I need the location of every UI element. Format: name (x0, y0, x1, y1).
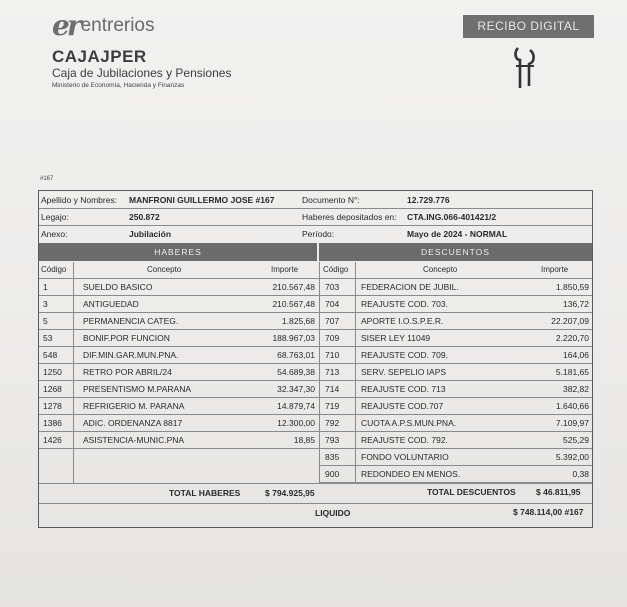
haberes-row-concepto: DIF.MIN.GAR.MUN.PNA. (83, 350, 179, 360)
periodo-label: Período: (302, 229, 335, 239)
haberes-row-importe: 210.567,48 (272, 282, 315, 292)
descuentos-row-concepto: REAJUSTE COD.707 (361, 401, 444, 411)
liquido-value: $ 748.114,00 #167 (513, 507, 584, 517)
haberes-row-codigo: 53 (43, 333, 53, 343)
descuentos-row-concepto: SERV. SEPELIO IAPS (361, 367, 447, 377)
legajo-label: Legajo: (41, 212, 69, 222)
haberes-row-codigo: 1386 (43, 418, 62, 428)
haberes-row-codigo: 1250 (43, 367, 62, 377)
haberes-header: HABERES (39, 243, 317, 261)
haberes-row-concepto: ANTIGUEDAD (83, 299, 139, 309)
anexo-value: Jubilación (129, 229, 172, 239)
haberes-row-codigo: 1 (43, 282, 48, 292)
info-row-name (39, 192, 592, 208)
descuentos-row-codigo: 719 (325, 401, 340, 411)
descuentos-header: DESCUENTOS (319, 243, 592, 261)
haberes-row-concepto: BONIF.POR FUNCION (83, 333, 170, 343)
name-label: Apellido y Nombres: (41, 195, 118, 205)
haberes-row-concepto: RETRO POR ABRIL/24 (83, 367, 172, 377)
descuentos-col-concepto: Concepto (423, 265, 458, 274)
descuentos-col-importe: Importe (541, 265, 569, 274)
haberes-row-concepto: PERMANENCIA CATEG. (83, 316, 179, 326)
info-row-anexo (39, 226, 592, 242)
descuentos-row-importe: 2.220,70 (555, 333, 589, 343)
descuentos-row-concepto: SISER LEY 11049 (361, 333, 431, 343)
periodo-value: Mayo de 2024 - NORMAL (407, 229, 508, 239)
divider (39, 483, 592, 484)
haberes-deposit-value: CTA.ING.066-401421/2 (407, 212, 497, 222)
descuentos-row-codigo: 704 (325, 299, 340, 309)
descuentos-row-importe: 525,29 (563, 435, 589, 445)
anexo-label: Anexo: (41, 229, 68, 239)
haberes-row-importe: 1.825,68 (281, 316, 315, 326)
descuentos-row-concepto: REAJUSTE COD. 709. (361, 350, 448, 360)
descuentos-row-codigo: 710 (325, 350, 340, 360)
haberes-row-concepto: ASISTENCIA-MUNIC.PNA (83, 435, 185, 445)
logo-mark: er (52, 9, 79, 42)
reference-number: #167 (40, 176, 54, 182)
haberes-row-concepto: PRESENTISMO M.PARANA (83, 384, 191, 394)
descuentos-col-codigo: Código (323, 265, 349, 274)
descuentos-row-codigo: 900 (325, 469, 340, 479)
haberes-row-codigo: 548 (43, 350, 58, 360)
haberes-row-importe: 188.967,03 (272, 333, 315, 343)
descuentos-row-codigo: 709 (325, 333, 340, 343)
haberes-deposit-label: Haberes depositados en: (302, 212, 397, 222)
liquido-label: LIQUIDO (315, 508, 351, 518)
descuentos-row-concepto: FONDO VOLUNTARIO (361, 452, 449, 462)
document-value: 12.729.776 (407, 195, 450, 205)
descuentos-row-codigo: 707 (325, 316, 340, 326)
total-haberes-label: TOTAL HABERES (169, 488, 241, 498)
haberes-row-codigo: 1268 (43, 384, 62, 394)
recibo-digital-badge: RECIBO DIGITAL (463, 15, 594, 38)
descuentos-row-importe: 7.109,97 (555, 418, 589, 428)
org-abbreviation: CAJAJPER (52, 47, 147, 66)
haberes-row-importe: 210.567,48 (272, 299, 315, 309)
haberes-col-concepto: Concepto (147, 265, 182, 274)
descuentos-row-codigo: 714 (325, 384, 340, 394)
org-ministry: Ministerio de Economía, Hacienda y Finanzas (52, 82, 185, 89)
haberes-row-importe: 18,85 (293, 435, 315, 445)
row-divider (39, 448, 319, 449)
entrerios-logo (52, 9, 155, 42)
haberes-col-importe: Importe (271, 265, 299, 274)
haberes-row-codigo: 5 (43, 316, 48, 326)
descuentos-row-importe: 1.640,66 (555, 401, 589, 411)
descuentos-row-importe: 0,38 (572, 469, 589, 479)
descuentos-row-importe: 22.207,09 (551, 316, 589, 326)
haberes-row-importe: 32.347,30 (277, 384, 315, 394)
haberes-row-concepto: SUELDO BASICO (83, 282, 153, 292)
total-descuentos-label: TOTAL DESCUENTOS (427, 487, 516, 497)
name-value: MANFRONI GUILLERMO JOSE #167 (129, 195, 275, 205)
descuentos-row-codigo: 792 (325, 418, 340, 428)
signature-seal-icon (508, 42, 542, 92)
descuentos-row-concepto: REDONDEO EN MENOS. (361, 469, 461, 479)
document-label: Documento N°: (302, 195, 360, 205)
descuentos-row-concepto: REAJUSTE COD. 703. (361, 299, 448, 309)
haberes-row-importe: 54.689,38 (277, 367, 315, 377)
info-row-legajo (39, 209, 592, 225)
haberes-row-codigo: 1278 (43, 401, 62, 411)
descuentos-row-importe: 5.392,00 (555, 452, 589, 462)
haberes-row-concepto: ADIC. ORDENANZA 8817 (83, 418, 183, 428)
descuentos-row-codigo: 713 (325, 367, 340, 377)
haberes-col-codigo: Código (41, 265, 67, 274)
descuentos-row-concepto: CUOTA A.P.S.MUN.PNA. (361, 418, 457, 428)
descuentos-row-codigo: 835 (325, 452, 340, 462)
org-name: Caja de Jubilaciones y Pensiones (52, 66, 232, 80)
descuentos-row-importe: 382,82 (563, 384, 589, 394)
divider (39, 503, 592, 504)
descuentos-row-codigo: 793 (325, 435, 340, 445)
descuentos-row-concepto: REAJUSTE COD. 792. (361, 435, 448, 445)
total-descuentos-value: $ 46.811,95 (536, 487, 581, 497)
haberes-row-codigo: 1426 (43, 435, 62, 445)
receipt-box (38, 190, 593, 528)
haberes-row-importe: 12.300,00 (277, 418, 315, 428)
descuentos-row-importe: 1.850,59 (555, 282, 589, 292)
descuentos-row-importe: 5.181,65 (555, 367, 589, 377)
descuentos-row-importe: 164,06 (563, 350, 589, 360)
haberes-row-codigo: 3 (43, 299, 48, 309)
logo-text: entrerios (80, 15, 155, 36)
haberes-row-concepto: REFRIGERIO M. PARANA (83, 401, 185, 411)
descuentos-row-importe: 136,72 (563, 299, 589, 309)
descuentos-row-concepto: APORTE I.O.S.P.E.R. (361, 316, 444, 326)
legajo-value: 250.872 (129, 212, 160, 222)
descuentos-row-concepto: REAJUSTE COD. 713 (361, 384, 446, 394)
haberes-row-importe: 68.763,01 (277, 350, 315, 360)
descuentos-row-codigo: 703 (325, 282, 340, 292)
haberes-row-importe: 14.879,74 (277, 401, 315, 411)
total-haberes-value: $ 794.925,95 (265, 488, 315, 498)
descuentos-row-concepto: FEDERACION DE JUBIL. (361, 282, 459, 292)
